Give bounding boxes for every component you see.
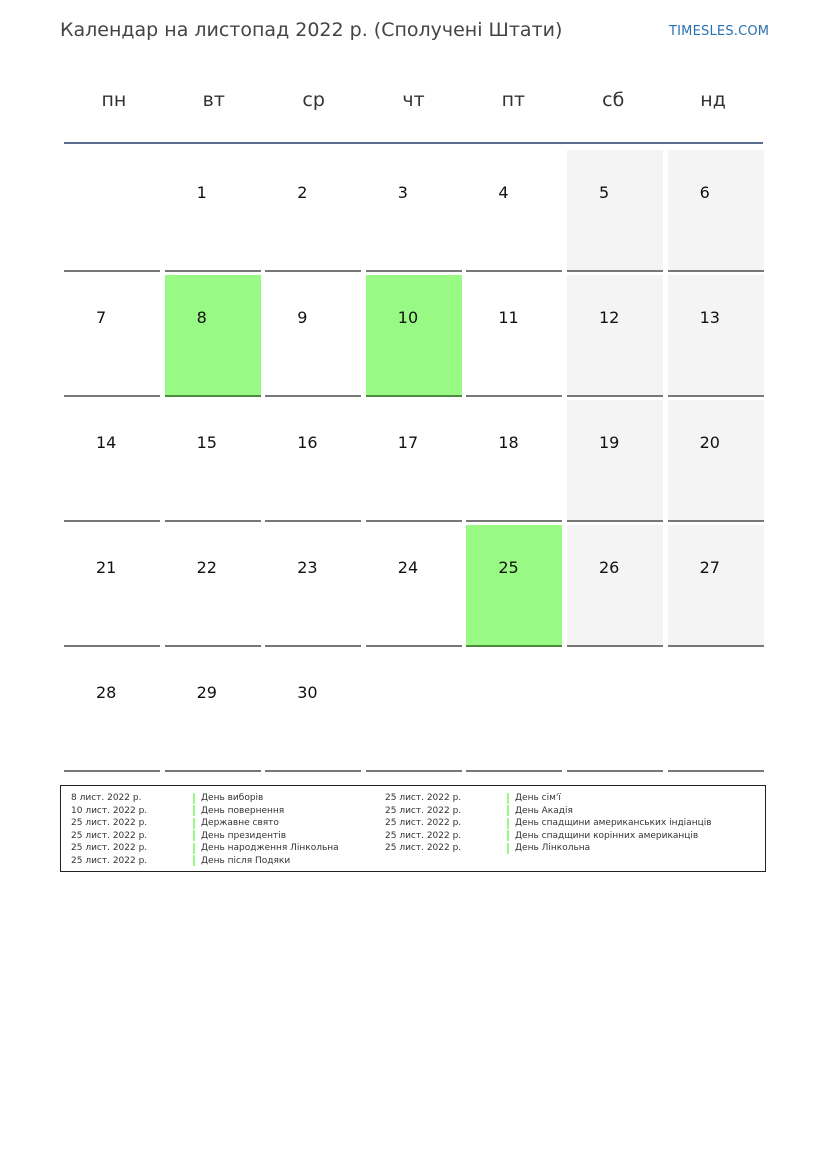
- weekday-mon: пн: [101, 89, 127, 111]
- holiday-color-marker: [507, 830, 509, 841]
- legend-holiday-name: Державне свято: [201, 818, 279, 829]
- day-number: 16: [297, 433, 318, 452]
- day-cell: [466, 275, 562, 397]
- day-cell: [265, 525, 361, 647]
- legend-item: [71, 817, 339, 830]
- weekday-header: [64, 89, 763, 119]
- holiday-color-marker: [193, 843, 195, 854]
- day-cell: [466, 525, 562, 647]
- holiday-color-marker: [193, 793, 195, 804]
- legend-item: [71, 792, 339, 805]
- page-title: Календар на листопад 2022 р. (Сполучені Штати): [60, 19, 563, 41]
- day-number: 7: [96, 308, 107, 327]
- day-cell: [64, 525, 160, 647]
- day-cell: [466, 150, 562, 272]
- legend-holiday-name: День Лінкольна: [515, 843, 591, 854]
- calendar-grid: [64, 150, 764, 775]
- legend-item: [385, 842, 712, 855]
- day-cell: [567, 150, 663, 272]
- weekday-thu: чт: [402, 89, 425, 111]
- day-cell: [265, 150, 361, 272]
- legend-holiday-name: День сім'ї: [515, 793, 561, 804]
- header-divider: [64, 142, 763, 144]
- legend-date: 25 лист. 2022 р.: [385, 793, 462, 804]
- day-cell: [165, 400, 261, 522]
- day-number: 30: [297, 683, 318, 702]
- legend-holiday-name: День після Подяки: [201, 855, 291, 866]
- day-number: 15: [196, 433, 217, 452]
- day-cell: [366, 400, 462, 522]
- legend-item: [385, 830, 712, 843]
- day-number: 11: [498, 308, 519, 327]
- day-number: 5: [598, 183, 610, 202]
- holiday-color-marker: [193, 855, 195, 866]
- week-row-3: [64, 400, 764, 525]
- legend-item: [71, 805, 339, 818]
- day-cell: [366, 525, 462, 647]
- legend-holiday-name: День спадщини американських індіанців: [515, 818, 712, 829]
- day-cell: [668, 150, 764, 272]
- legend-column-left: [71, 792, 339, 867]
- day-number: 29: [196, 683, 217, 702]
- day-number: 19: [598, 433, 620, 452]
- day-cell: [165, 275, 261, 397]
- day-cell: [668, 275, 764, 397]
- legend-holiday-name: День Акадія: [515, 805, 573, 816]
- holiday-color-marker: [507, 805, 509, 816]
- day-cell: [567, 650, 663, 772]
- day-cell: [567, 525, 663, 647]
- legend-item: [71, 830, 339, 843]
- week-row-4: [64, 525, 764, 650]
- day-cell: [466, 650, 562, 772]
- day-number: 27: [699, 558, 720, 577]
- day-number: 1: [196, 183, 207, 202]
- legend-date: 25 лист. 2022 р.: [71, 843, 148, 854]
- holiday-color-marker: [193, 830, 195, 841]
- day-cell: [668, 650, 764, 772]
- weekday-wed: ср: [302, 89, 325, 111]
- day-number: 18: [498, 433, 519, 452]
- day-number: 4: [498, 183, 509, 202]
- holiday-color-marker: [193, 818, 195, 829]
- legend-date: 10 лист. 2022 р.: [71, 805, 148, 816]
- brand-link[interactable]: TIMESLES.COM: [669, 24, 770, 39]
- legend-item: [385, 792, 712, 805]
- day-number: 3: [397, 183, 408, 202]
- weekday-sat: сб: [602, 89, 625, 111]
- week-row-1: [64, 150, 764, 275]
- day-cell: [165, 650, 261, 772]
- day-number: 28: [96, 683, 117, 702]
- legend-holiday-name: День виборів: [201, 793, 264, 804]
- day-number: 26: [598, 558, 620, 577]
- day-number: 23: [297, 558, 318, 577]
- day-number: 10: [397, 308, 419, 327]
- weekday-sun: нд: [700, 89, 726, 111]
- day-number: 8: [196, 308, 207, 327]
- day-cell: [64, 400, 160, 522]
- day-cell: [668, 525, 764, 647]
- holiday-color-marker: [507, 793, 509, 804]
- day-cell: [567, 275, 663, 397]
- day-number: 6: [699, 183, 710, 202]
- legend-item: [71, 842, 339, 855]
- legend-date: 8 лист. 2022 р.: [71, 793, 142, 804]
- holiday-legend: [60, 785, 766, 872]
- legend-date: 25 лист. 2022 р.: [385, 805, 462, 816]
- holiday-color-marker: [193, 805, 195, 816]
- legend-item: [385, 817, 712, 830]
- day-number: 12: [598, 308, 620, 327]
- legend-holiday-name: День повернення: [201, 805, 285, 816]
- day-cell: [64, 650, 160, 772]
- day-number: 13: [699, 308, 720, 327]
- legend-date: 25 лист. 2022 р.: [71, 818, 148, 829]
- day-cell: [366, 150, 462, 272]
- day-cell: [265, 400, 361, 522]
- day-cell: [165, 150, 261, 272]
- day-number: 22: [196, 558, 217, 577]
- weekday-tue: вт: [202, 89, 225, 111]
- legend-holiday-name: День народження Лінкольна: [201, 843, 339, 854]
- day-cell: [265, 275, 361, 397]
- day-cell: [567, 400, 663, 522]
- legend-date: 25 лист. 2022 р.: [385, 818, 462, 829]
- legend-item: [385, 805, 712, 818]
- day-number: 2: [297, 183, 308, 202]
- day-cell: [366, 650, 462, 772]
- day-number: 21: [96, 558, 117, 577]
- legend-date: 25 лист. 2022 р.: [385, 830, 462, 841]
- day-number: 14: [96, 433, 117, 452]
- day-number: 20: [699, 433, 720, 452]
- legend-holiday-name: День президентів: [201, 830, 287, 841]
- weekday-fri: пт: [501, 89, 526, 111]
- week-row-2: [64, 275, 764, 400]
- legend-date: 25 лист. 2022 р.: [71, 855, 148, 866]
- day-number: 9: [297, 308, 308, 327]
- legend-date: 25 лист. 2022 р.: [385, 843, 462, 854]
- legend-holiday-name: День спадщини корінних американців: [515, 830, 699, 841]
- holiday-color-marker: [507, 843, 509, 854]
- day-cell: [466, 400, 562, 522]
- legend-item: [71, 855, 339, 868]
- day-cell: [265, 650, 361, 772]
- day-number: 25: [498, 558, 519, 577]
- day-cell: [366, 275, 462, 397]
- day-number: 24: [397, 558, 419, 577]
- legend-date: 25 лист. 2022 р.: [71, 830, 148, 841]
- legend-column-right: [385, 792, 712, 855]
- week-row-5: [64, 650, 764, 775]
- day-cell: [64, 275, 160, 397]
- day-cell: [165, 525, 261, 647]
- day-cell: [64, 150, 160, 272]
- holiday-color-marker: [507, 818, 509, 829]
- day-cell: [668, 400, 764, 522]
- day-number: 17: [397, 433, 419, 452]
